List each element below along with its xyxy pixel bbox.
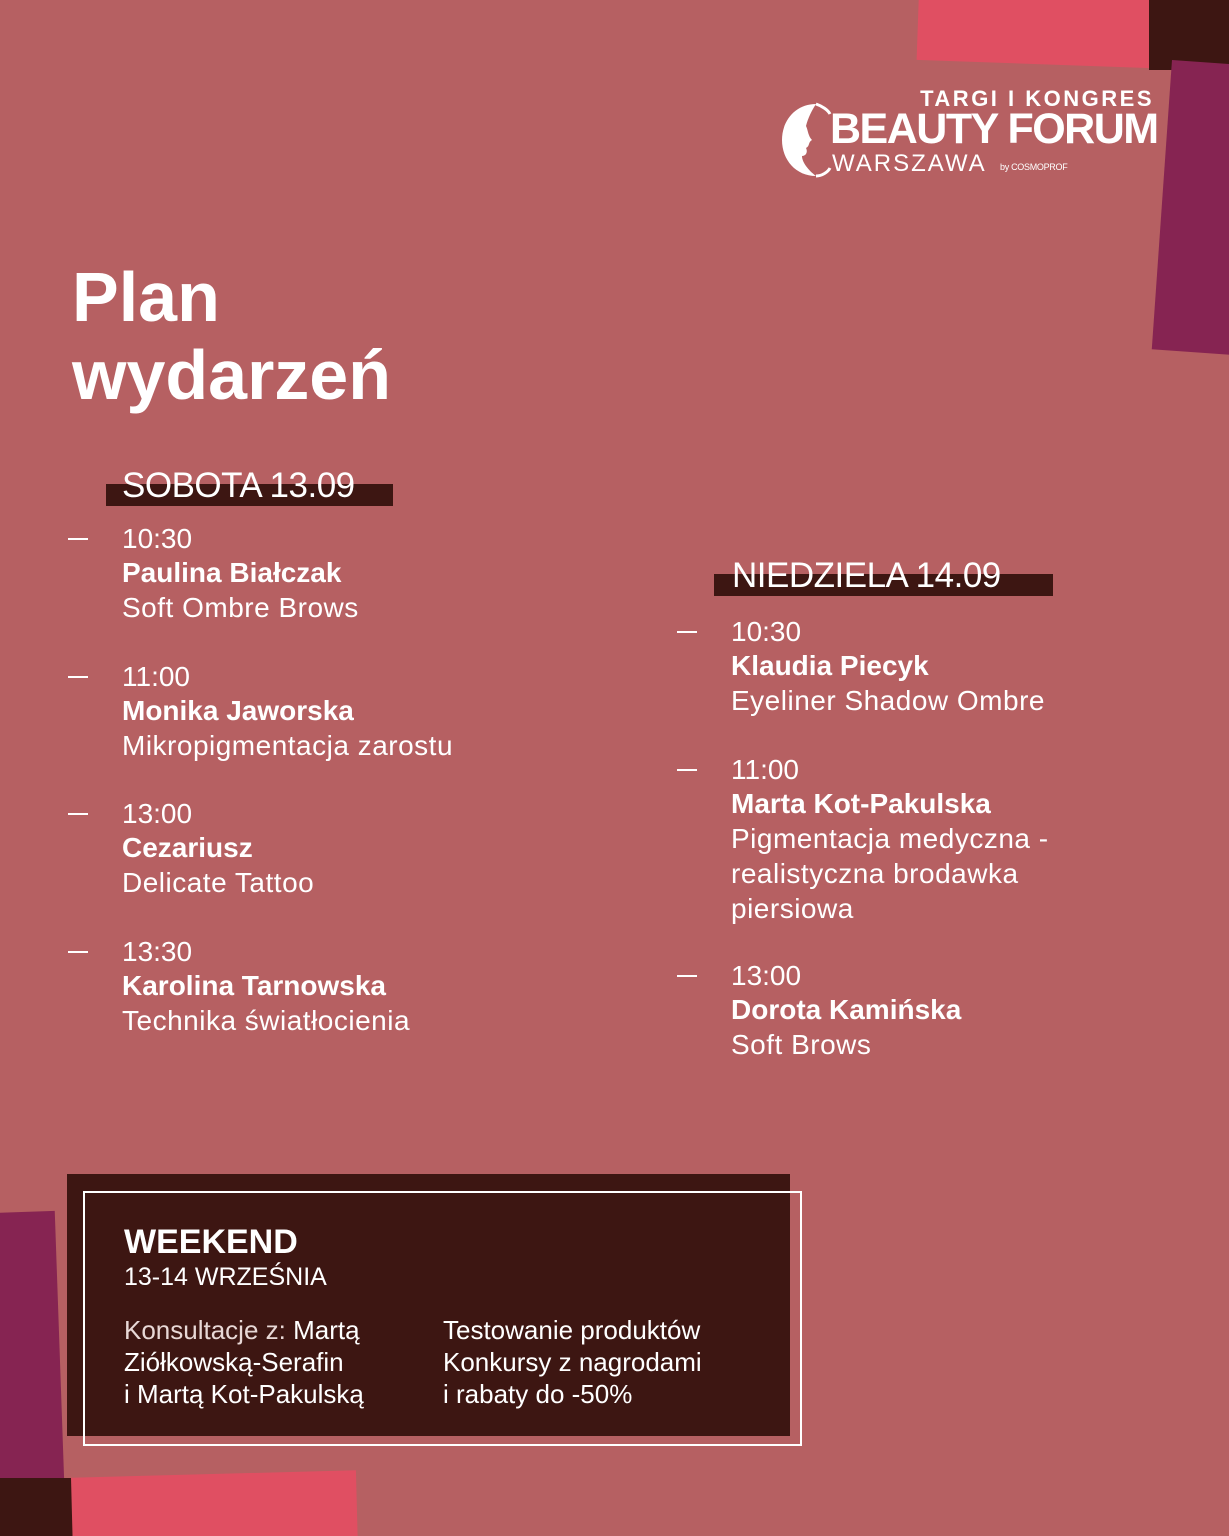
dash-icon [677, 769, 697, 771]
logo-by-cosmoprof: by COSMOPROF [1000, 162, 1068, 172]
event-time: 13:00 [731, 960, 802, 991]
event-speaker: Paulina Białczak [122, 557, 342, 588]
weekend-consultations [124, 1314, 364, 1410]
saturday-event-3 [122, 797, 592, 900]
event-topic-line-2: realistyczna brodawka [731, 858, 1019, 889]
saturday-header [106, 466, 393, 506]
dash-icon [677, 975, 697, 977]
title-line-2: wydarzeń [72, 336, 391, 414]
event-speaker: Dorota Kamińska [731, 994, 962, 1025]
dash-icon [68, 813, 88, 815]
event-topic: Soft Ombre Brows [122, 592, 359, 623]
dash-icon [68, 538, 88, 540]
dash-icon [68, 951, 88, 953]
sunday-header-text: NIEDZIELA 14.09 [732, 556, 1001, 595]
title-line-1: Plan [72, 258, 220, 336]
event-topic: Soft Brows [731, 1029, 872, 1060]
event-topic: Technika światłocienia [122, 1005, 411, 1036]
corner-shape-pink-bottom [71, 1470, 358, 1536]
consultations-line-1: Martą [293, 1315, 360, 1345]
saturday-header-text: SOBOTA 13.09 [122, 466, 355, 505]
offers-line-1: Testowanie produktów [443, 1315, 701, 1345]
event-speaker: Monika Jaworska [122, 695, 354, 726]
consultations-line-2: Ziółkowską-Serafin [124, 1347, 344, 1377]
event-speaker: Cezariusz [122, 832, 253, 863]
dash-icon [68, 676, 88, 678]
event-time: 13:00 [122, 798, 193, 829]
event-speaker: Karolina Tarnowska [122, 970, 387, 1001]
event-speaker: Klaudia Piecyk [731, 650, 929, 681]
weekend-date: 13-14 WRZEŚNIA [124, 1263, 327, 1291]
event-topic-line-1: Pigmentacja medyczna - [731, 823, 1049, 854]
event-topic: Delicate Tattoo [122, 867, 315, 898]
event-time: 13:30 [122, 936, 193, 967]
consultations-line-3: i Martą Kot-Pakulską [124, 1379, 364, 1409]
sunday-event-3 [731, 959, 1201, 1062]
weekend-title: WEEKEND [124, 1223, 298, 1261]
event-topic: Eyeliner Shadow Ombre [731, 685, 1045, 716]
event-time: 11:00 [731, 754, 799, 785]
offers-line-3: i rabaty do -50% [443, 1379, 633, 1409]
consultations-prefix: Konsultacje z: [124, 1315, 294, 1345]
sunday-event-2 [731, 753, 1201, 926]
event-time: 11:00 [122, 661, 190, 692]
weekend-offers [443, 1314, 702, 1410]
page-title [72, 258, 391, 414]
logo-main-text: BEAUTY FORUM [830, 105, 1158, 153]
saturday-event-1 [122, 522, 592, 625]
event-speaker: Marta Kot-Pakulska [731, 788, 991, 819]
offers-line-2: Konkursy z nagrodami [443, 1347, 702, 1377]
beauty-forum-logo [778, 84, 1158, 184]
logo-top-line: TARGI I KONGRES [920, 86, 1154, 111]
event-time: 10:30 [731, 616, 802, 647]
saturday-event-4 [122, 935, 592, 1038]
saturday-event-2 [122, 660, 592, 763]
event-topic: Mikropigmentacja zarostu [122, 730, 454, 761]
corner-shape-purple-bottom [0, 1211, 65, 1513]
event-topic-line-3: piersiowa [731, 893, 854, 924]
corner-shape-dark-top [1149, 0, 1229, 70]
dash-icon [677, 631, 697, 633]
sunday-event-1 [731, 615, 1201, 718]
woman-profile-icon [778, 100, 834, 180]
logo-city: WARSZAWA [832, 150, 987, 177]
corner-shape-purple-top [1152, 60, 1229, 355]
sunday-header [714, 556, 1053, 596]
event-time: 10:30 [122, 523, 193, 554]
